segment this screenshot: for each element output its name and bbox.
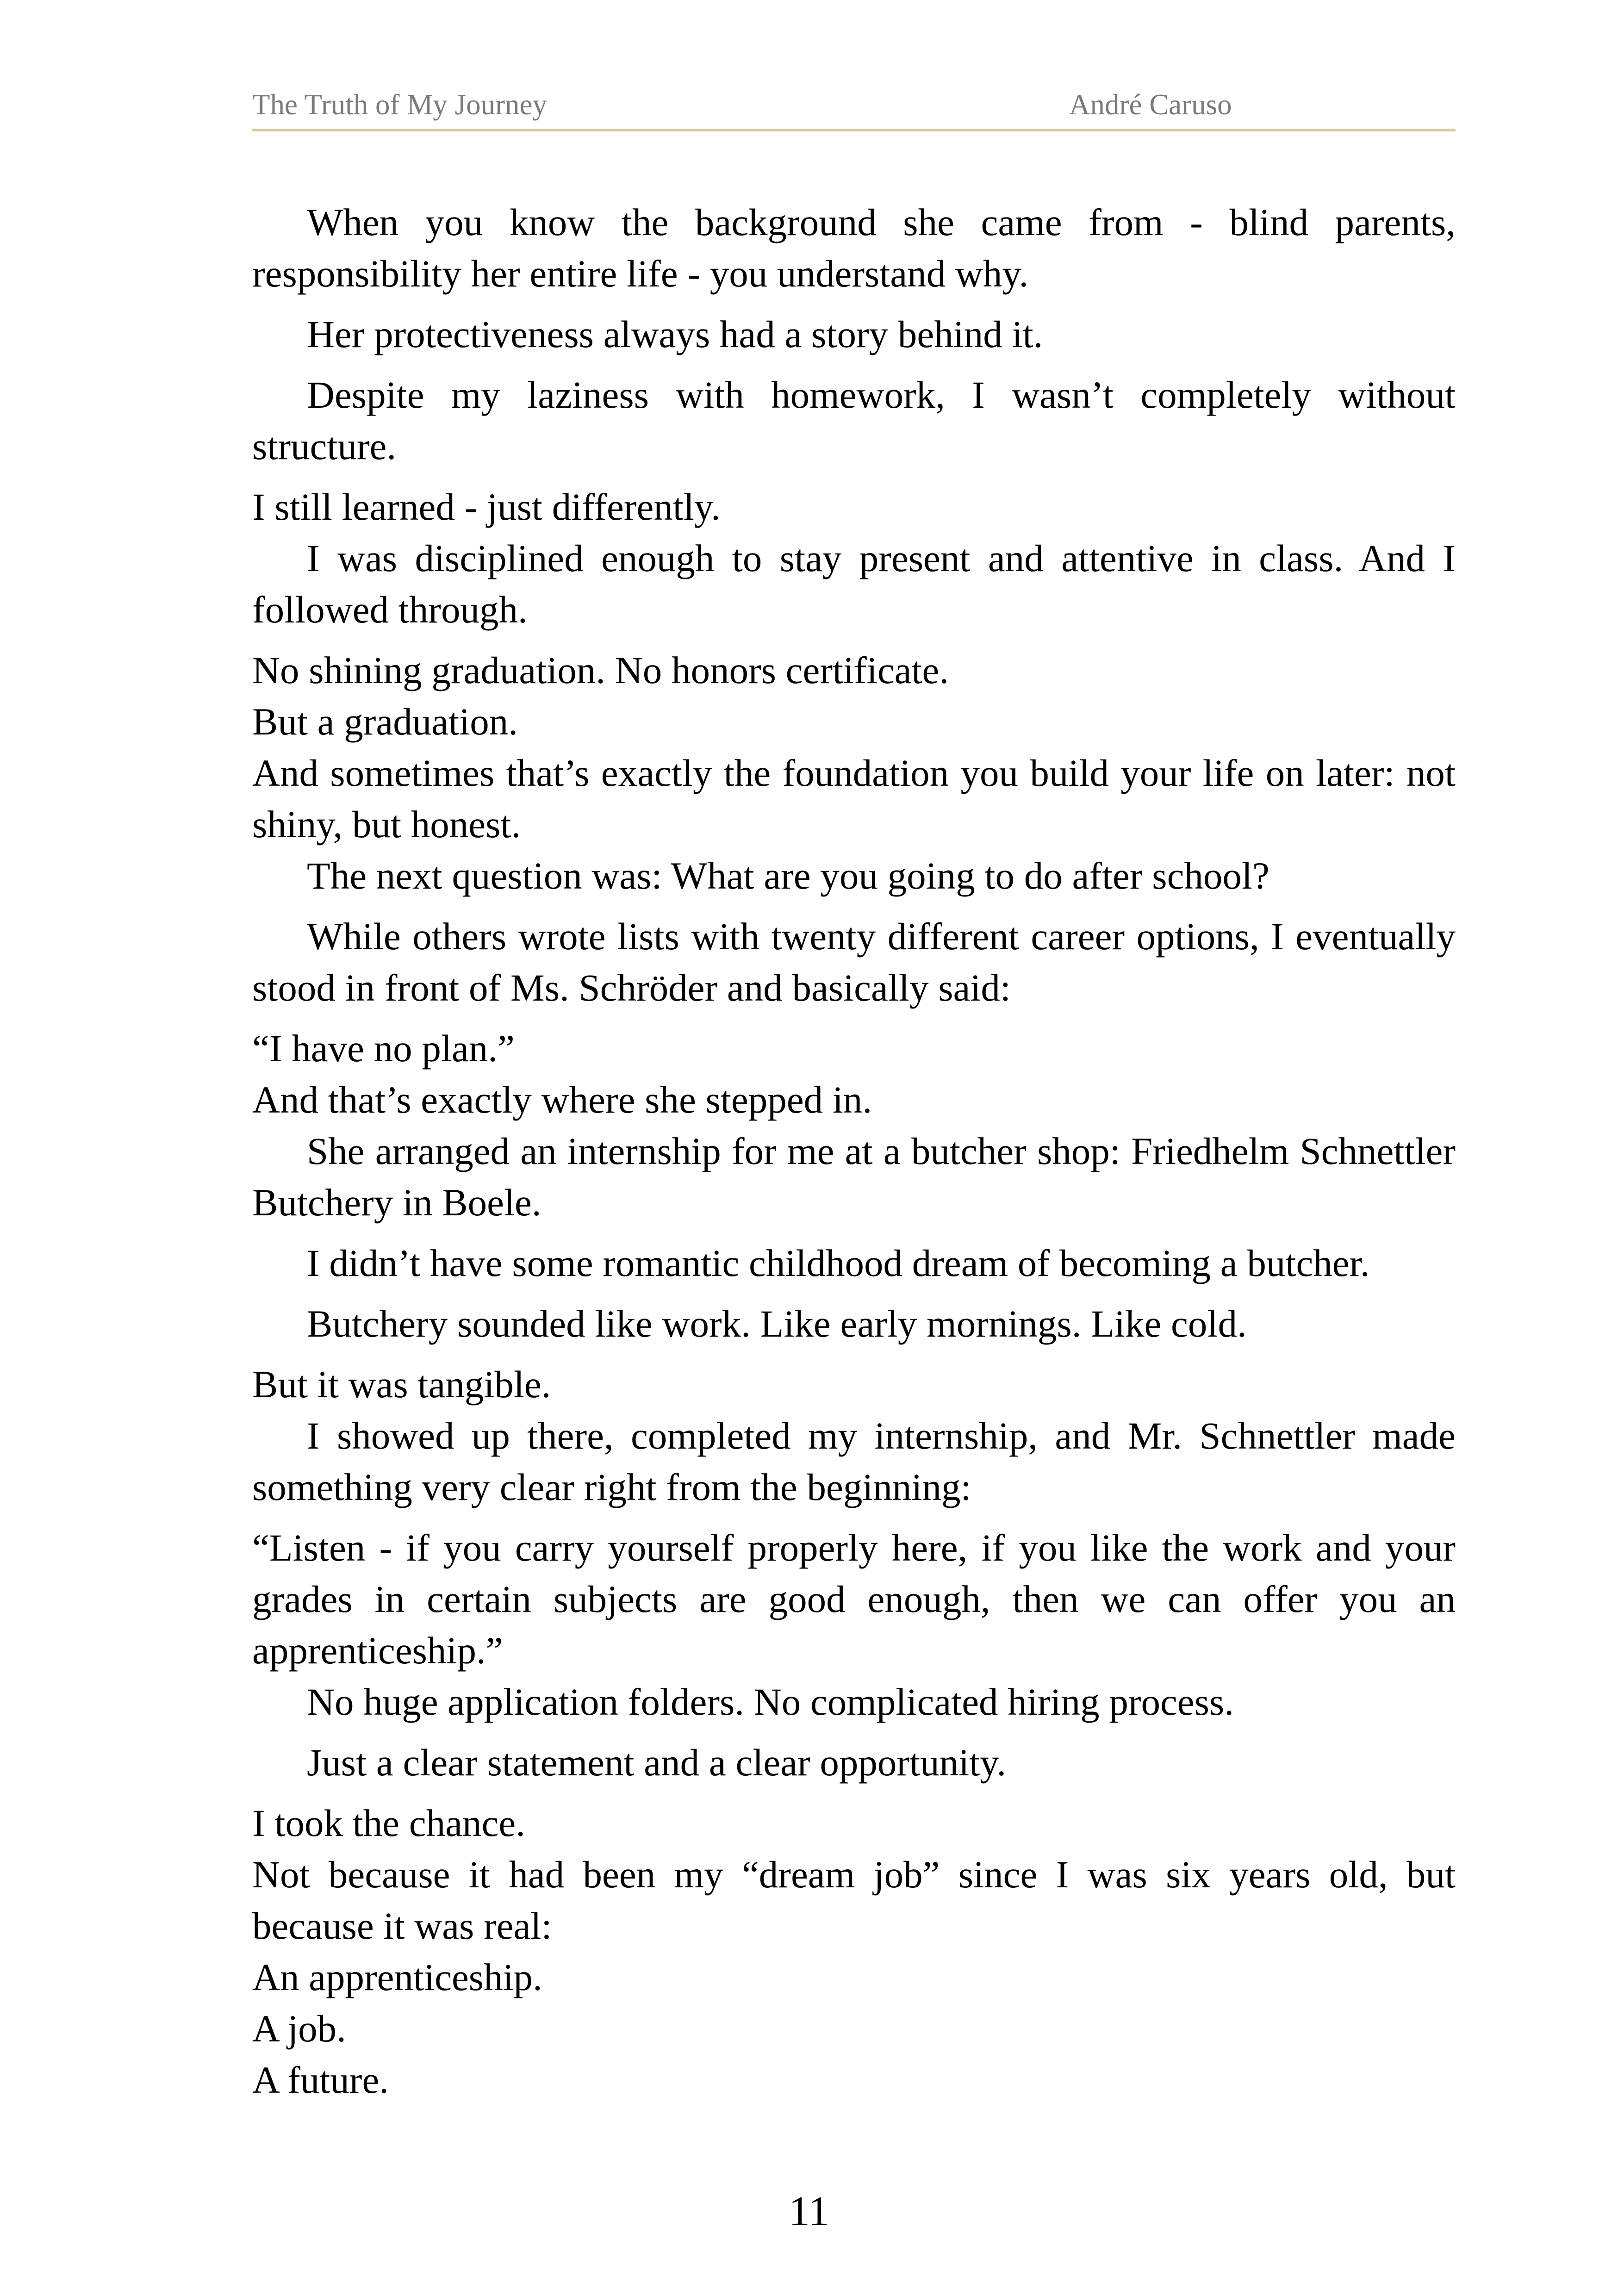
paragraph: “Listen - if you carry yourself properly here, if you like the work and your grades in certain subjects are good enough, then we can offer you an apprenticeship.” <box>252 1526 1456 1672</box>
paragraph: Just a clear statement and a clear opportunity. <box>307 1741 1007 1784</box>
paragraph: And that’s exactly where she stepped in. <box>252 1078 872 1121</box>
paragraph: But it was tangible. <box>252 1363 551 1406</box>
paragraph: “I have no plan.” <box>252 1027 515 1070</box>
paragraph: Despite my laziness with homework, I wasn’t completely without structure. <box>252 373 1456 467</box>
author-name: André Caruso <box>1069 88 1232 121</box>
book-title: The Truth of My Journey <box>252 88 548 121</box>
paragraph: A job. <box>252 2007 346 2050</box>
paragraph: When you know the background she came from - blind parents, responsibility her entire life - you understand why. <box>252 201 1456 295</box>
paragraph: I took the chance. <box>252 1802 525 1844</box>
paragraph: She arranged an internship for me at a butcher shop: Friedhelm Schnettler Butchery in Boele. <box>252 1130 1456 1224</box>
paragraph: I still learned - just differently. <box>252 485 721 528</box>
paragraph: No huge application folders. No complicated hiring process. <box>307 1680 1234 1723</box>
paragraph: Not because it had been my “dream job” since I was six years old, but because it was real: <box>252 1853 1456 1947</box>
paragraph: The next question was: What are you going to do after school? <box>307 854 1270 897</box>
running-header <box>252 88 1456 131</box>
paragraph: I showed up there, completed my internship, and Mr. Schnettler made something very clear right from the beginning: <box>252 1414 1456 1508</box>
paragraph: I didn’t have some romantic childhood dream of becoming a butcher. <box>307 1242 1370 1284</box>
paragraph: An apprenticeship. <box>252 1956 542 1998</box>
paragraph: No shining graduation. No honors certificate. <box>252 649 949 691</box>
paragraph: A future. <box>252 2059 389 2101</box>
paragraph: But a graduation. <box>252 700 518 743</box>
paragraph: Butchery sounded like work. Like early mornings. Like cold. <box>307 1302 1247 1345</box>
paragraph: I was disciplined enough to stay present and attentive in class. And I followed through. <box>252 537 1456 631</box>
paragraph: While others wrote lists with twenty different career options, I eventually stood in front of Ms. Schröder and basically said: <box>252 915 1456 1009</box>
body-text <box>252 197 1456 2106</box>
page-number: 11 <box>789 2188 829 2234</box>
paragraph: And sometimes that’s exactly the foundation you build your life on later: not shiny, but honest. <box>252 752 1456 846</box>
paragraph: Her protectiveness always had a story behind it. <box>307 313 1043 355</box>
